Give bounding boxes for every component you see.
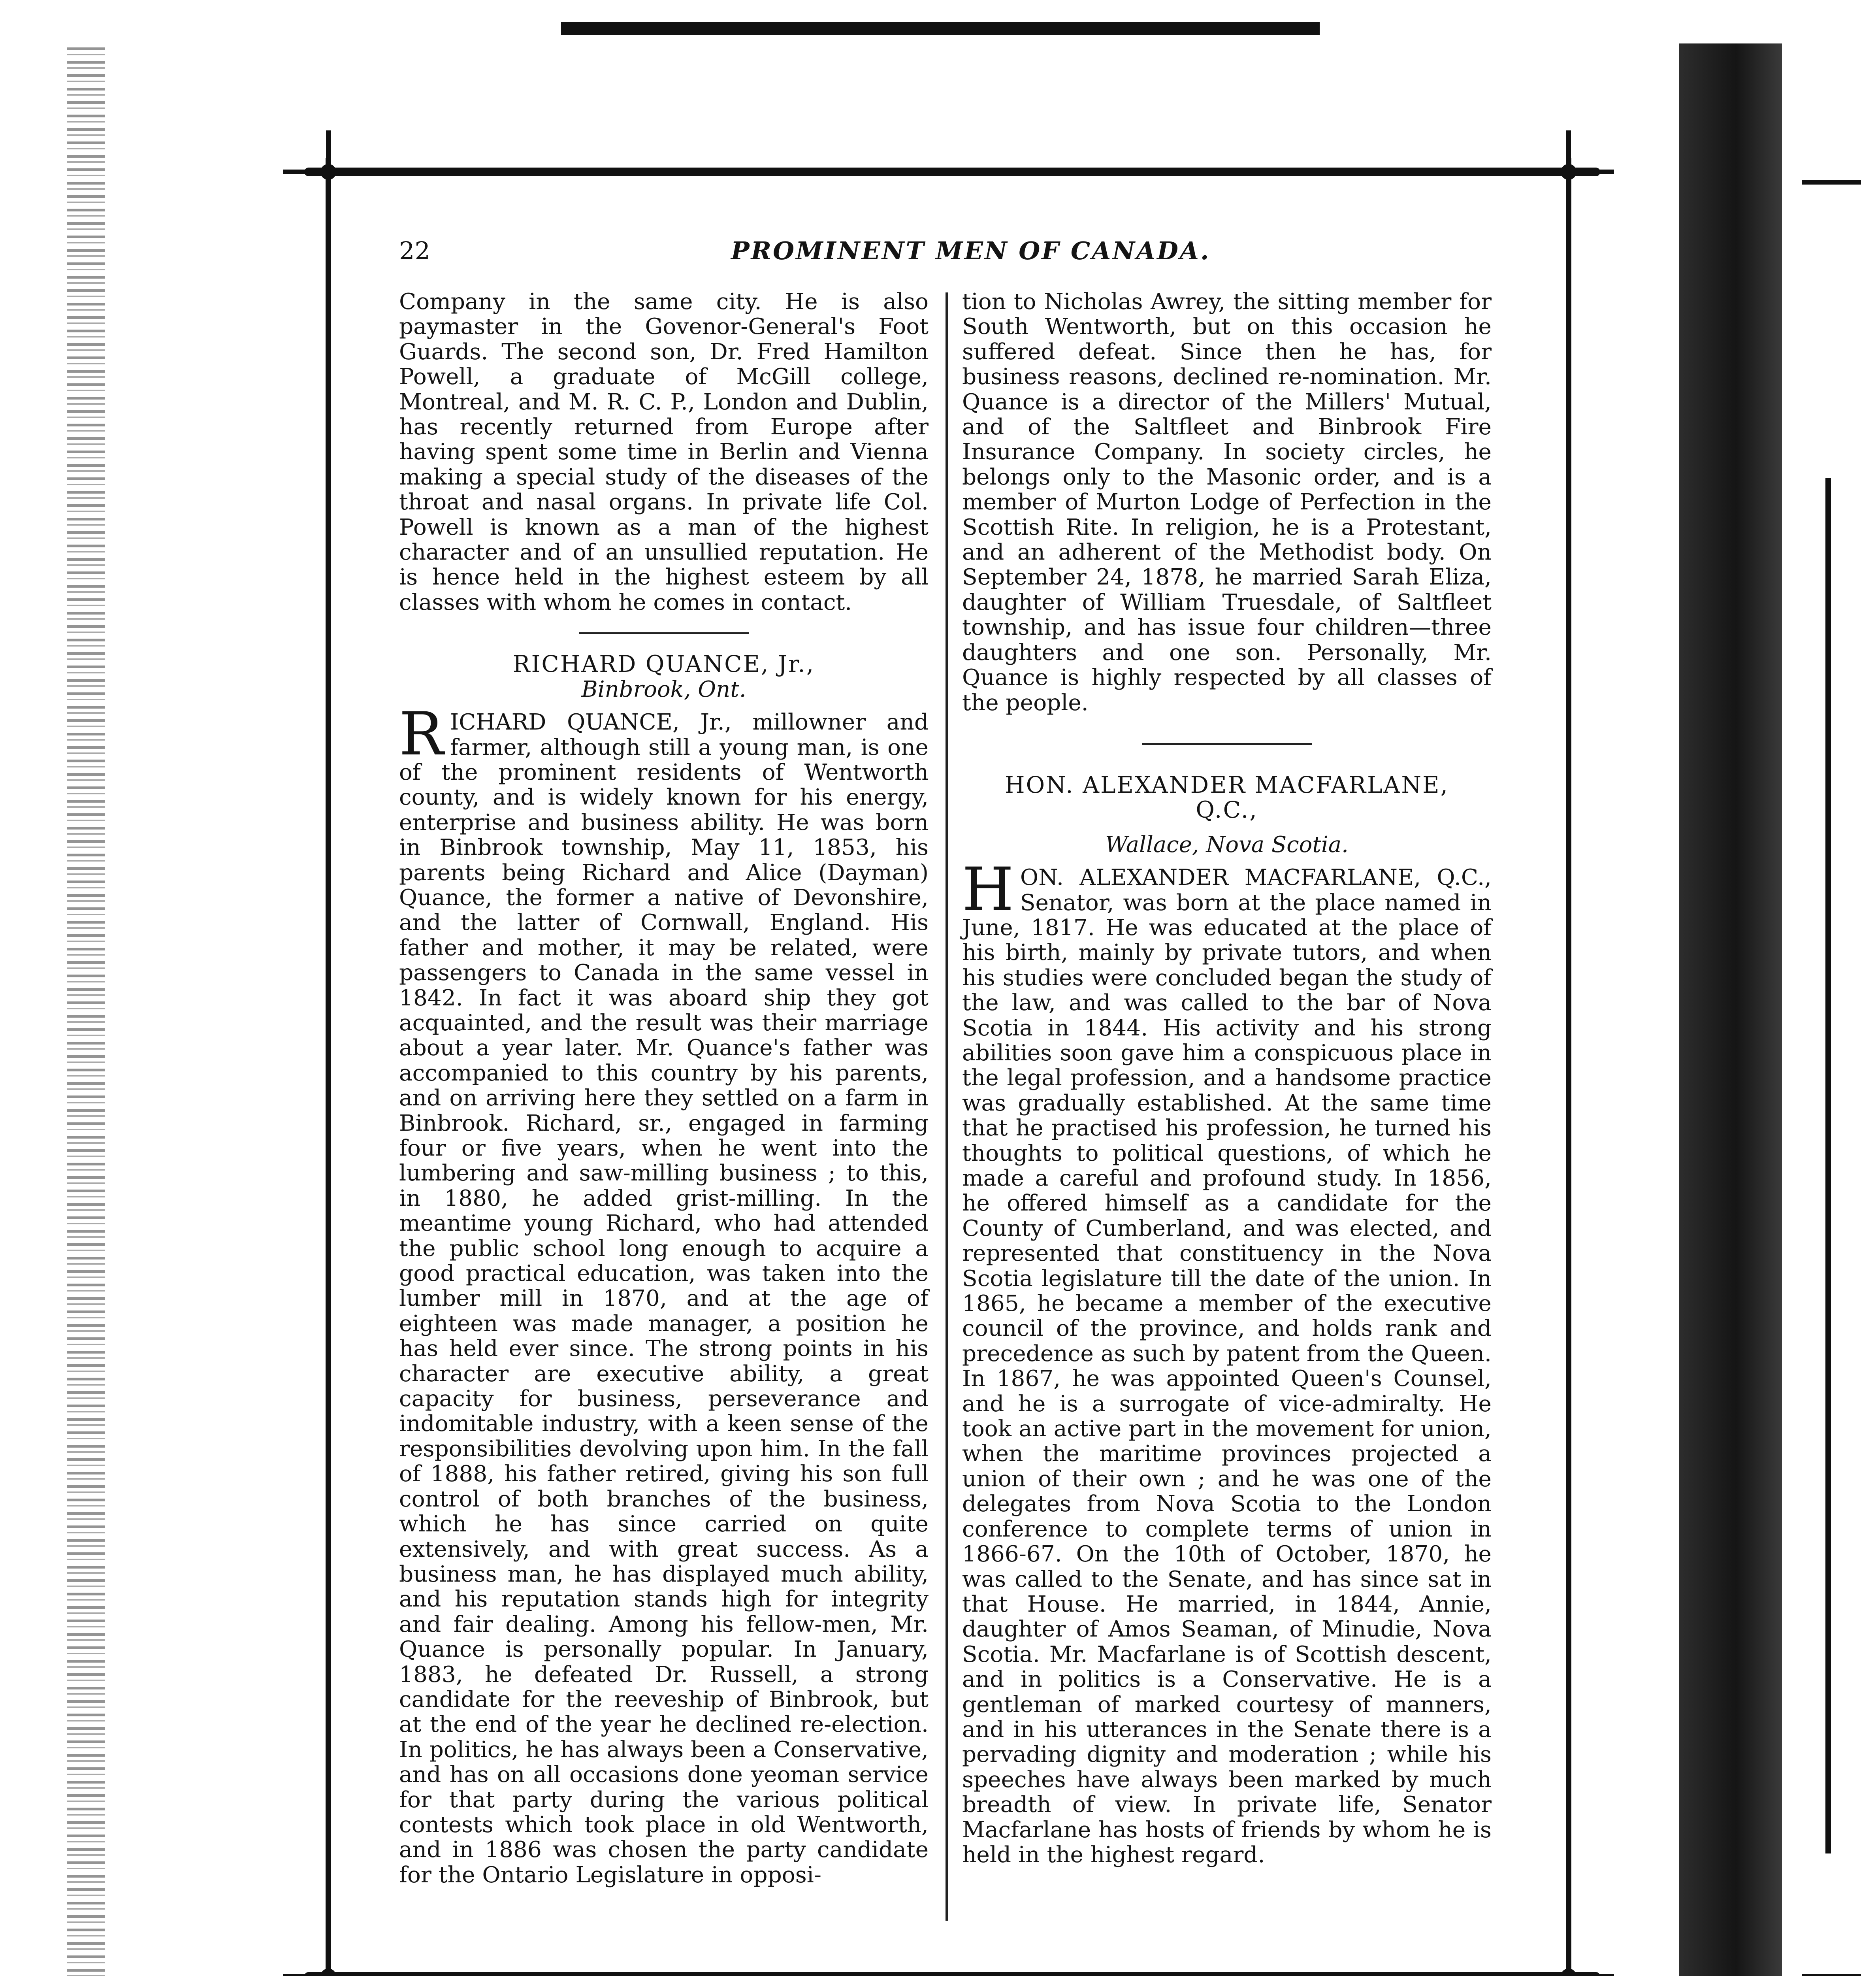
article-body <box>962 855 1492 1868</box>
article-heading: HON. ALEXANDER MACFARLANE, <box>1005 771 1449 798</box>
article-body-text: ON. ALEXANDER MACFARLANE, Q.C., Senator, was born at the place named in June, 1817. He was educated at the place of his birth, mainly by private tutors, and when his studies were concluded began the study of the law, and was called to the bar of Nova Scotia in 1844. His activity and his strong abilities soon gave him a conspicuous place in the legal profession, and a handsome practice was gradually established. At the same time that he practised his profession, he turned his thoughts to political questions, of which he made a careful and profound study. In 1856, he offered himself as a candidate for the County of Cumberland, and was elected, and represented that constituency in the Nova Scotia legislature till the date of the union. In 1865, he became a member of the executive council of the province, and holds rank and precedence as such by patent from the Queen. In 1867, he was appointed Queen's Counsel, and he is a surrogate of vice-admiralty. He took an active part in the movement for union, when the maritime provinces projected a union of their own ; and he was one of the delegates from Nova Scotia to the London conference to complete terms of union in 1866-67. On the 10th of October, 1870, he was called to the Senate, and has since sat in that House. He married, in 1844, Annie, daughter of Amos Seaman, of Minudie, Nova Scotia. Mr. Macfarlane is of Scottish descent, and in politics is a Conservative. He is a gentleman of marked courtesy of manners, and in his utterances in the Senate there is a pervading dignity and moderation ; while his speeches have always been marked by much breadth of view. In private life, Senator Macfarlane has hosts of friends by whom he is held in the highest regard. <box>962 865 1492 1868</box>
scan-right-rule <box>1825 478 1831 1853</box>
corner-ornament-bottom-right <box>1551 1959 1586 1976</box>
continuation-paragraph: Company in the same city. He is also paymaster in the Govenor-General's Foot Guards. The second son, Dr. Fred Hamilton Powell, a graduate of McGill college, Montreal, and M. R. C. P., London and Dublin, has recently returned from Europe after having spent some time in Berlin and Vienna making a special study of the diseases of the throat and nasal organs. In private life Col. Powell is known as a man of the highest character and of an unsullied reputation. He is hence held in the highest esteem by all classes with whom he comes in contact. <box>399 289 929 615</box>
frame-top-rule <box>304 168 1600 176</box>
corner-ornament-top-right <box>1551 154 1586 190</box>
scan-left-edge-noise <box>67 47 105 1976</box>
running-title: PROMINENT MEN OF CANADA. <box>731 236 1211 265</box>
article-body <box>399 700 929 1888</box>
drop-cap: H <box>962 855 1014 924</box>
frame-left-rule <box>326 158 331 1976</box>
article-body-text: ICHARD QUANCE, Jr., millowner and farmer, although still a young man, is one of the prominent residents of Wentworth county, and is widely known for his energy, enterprise and business ability. He was born in Binbrook township, May 11, 1853, his parents being Richard and Alice (Dayman) Quance, the former a native of Devonshire, and the latter of Cornwall, England. His father and mother, it may be related, were passengers to Canada in the same vessel in 1842. In fact it was aboard ship they got acquainted, and the result was their marriage about a year later. Mr. Quance's father was accompanied to this country by his parents, and on arriving here they settled on a farm in Binbrook. Richard, sr., engaged in farming four or five years, when he went into the lumbering and saw-milling business ; to this, in 1880, he added grist-milling. In the meantime young Richard, who had attended the public school long enough to acquire a good practical education, was taken into the lumber mill in 1870, and at the age of eighteen was made manager, a position he has held ever since. The strong points in his character are executive ability, a great capacity for business, perseverance and indomitable industry, with a keen sense of the responsibilities devolving upon him. In the fall of 1888, his father retired, giving his son full control of both branches of the business, which he has since carried on quite extensively, and with great success. As a business man, he has displayed much ability, and his reputation stands high for integrity and fair dealing. Among his fellow-men, Mr. Quance is personally popular. In January, 1883, he defeated Dr. Russell, a strong candidate for the reeveship of Binbrook, but at the end of the year he declined re-election. In politics, he has always been a Conservative, and has on all occasions done yeoman service for that party during the various political contests which took place in old Wentworth, and in 1886 was chosen the party candidate for the Ontario Legislature in opposi- <box>399 709 929 1888</box>
scan-right-ornament-bottom <box>1802 1974 1861 1976</box>
article-heading: RICHARD QUANCE, Jr., <box>512 650 815 678</box>
article-heading-suffix: Q.C., <box>1196 796 1258 824</box>
article-location: Wallace, Nova Scotia. <box>1105 832 1349 858</box>
drop-cap: R <box>399 700 444 769</box>
article-location: Binbrook, Ont. <box>581 676 746 702</box>
page-number: 22 <box>399 236 430 265</box>
right-column <box>962 289 1492 1867</box>
section-divider <box>579 632 749 634</box>
corner-ornament-bottom-left <box>311 1959 346 1976</box>
frame-right-rule <box>1566 158 1571 1976</box>
corner-ornament-top-left <box>311 154 346 190</box>
frame-bottom-rule <box>304 1972 1600 1976</box>
scan-top-rule <box>561 22 1320 35</box>
section-divider <box>1142 743 1312 745</box>
scan-right-ornament-top <box>1802 180 1861 185</box>
scan-right-dark-strip <box>1679 43 1782 1976</box>
continuation-paragraph: tion to Nicholas Awrey, the sitting member for South Wentworth, but on this occasion he suffered defeat. Since then he has, for business reasons, declined re-nomination. Mr. Quance is a director of the Millers' Mutual, and of the Saltfleet and Binbrook Fire Insurance Company. In society circles, he belongs only to the Masonic order, and is a member of Murton Lodge of Perfection in the Scottish Rite. In religion, he is a Protestant, and an adherent of the Methodist body. On September 24, 1878, he married Sarah Eliza, daughter of William Truesdale, of Saltfleet township, and has issue four children—three daughters and one son. Personally, Mr. Quance is highly respected by all classes of the people. <box>962 289 1492 716</box>
column-divider <box>946 292 948 1921</box>
left-column <box>399 289 929 1887</box>
